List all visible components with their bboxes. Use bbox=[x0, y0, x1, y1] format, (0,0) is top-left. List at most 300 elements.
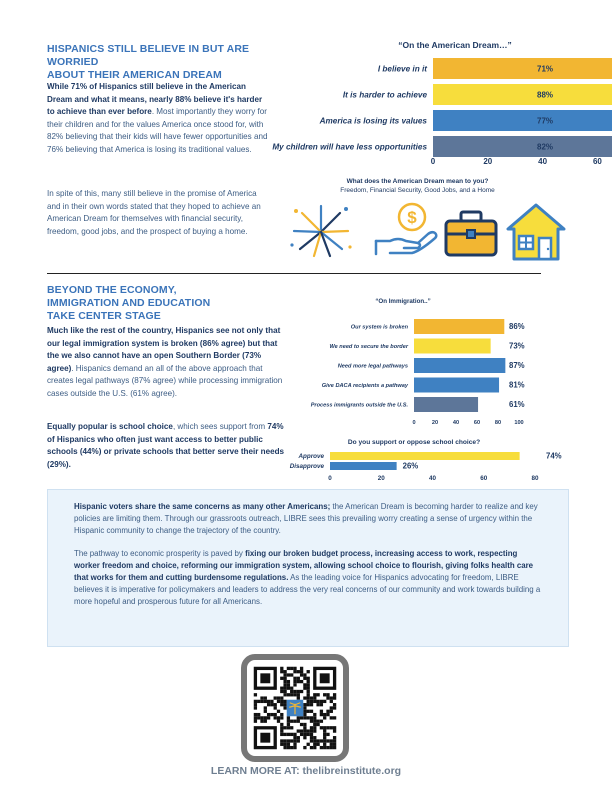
qr-module bbox=[290, 720, 293, 723]
qr-module bbox=[307, 700, 310, 703]
qr-module bbox=[280, 726, 283, 729]
qr-module bbox=[316, 703, 319, 706]
qr-module bbox=[310, 736, 313, 739]
qr-module bbox=[280, 716, 283, 719]
section2-para1-rest: . Hispanics demand an all of the above approach that creates legal pathways (87% agree) while processing immigration cases outside the U.S. (61% agree). bbox=[47, 363, 283, 398]
qr-module bbox=[267, 713, 270, 716]
qr-module bbox=[267, 716, 270, 719]
qr-module bbox=[277, 696, 280, 699]
callout-p2-a: The pathway to economic prosperity is paved by bbox=[74, 549, 246, 559]
qr-module bbox=[323, 693, 326, 696]
chart-tick-label: 0 bbox=[412, 420, 416, 426]
chart-tick-label: 0 bbox=[430, 157, 436, 166]
qr-module bbox=[330, 696, 333, 699]
qr-module bbox=[264, 706, 267, 709]
qr-module bbox=[297, 729, 300, 732]
qr-module bbox=[307, 687, 310, 690]
qr-module bbox=[333, 743, 336, 746]
section1-para2: In spite of this, many still believe in the promise of America and in their own words stated that they hoped to achieve an American Dream for themselves with financial security, freedom, good jobs, and the prospect of buying a home. bbox=[47, 189, 261, 236]
qr-module bbox=[280, 733, 283, 736]
qr-module bbox=[264, 696, 267, 699]
qr-module bbox=[287, 683, 290, 686]
qr-module bbox=[280, 713, 283, 716]
chart-bar bbox=[330, 452, 520, 460]
chart-tick-label: 20 bbox=[377, 475, 385, 482]
section1-heading-line1: HISPANICS STILL BELIEVE IN BUT ARE WORRIED bbox=[47, 43, 250, 68]
qr-module bbox=[293, 667, 296, 670]
chart-tick-label: 20 bbox=[431, 420, 439, 426]
qr-module bbox=[320, 713, 323, 716]
qr-module bbox=[323, 743, 326, 746]
section-divider bbox=[47, 273, 541, 274]
qr-module bbox=[330, 746, 333, 749]
qr-module bbox=[333, 729, 336, 732]
fireworks-icon bbox=[286, 201, 356, 261]
qr-module bbox=[333, 693, 336, 696]
qr-module bbox=[260, 720, 263, 723]
qr-module bbox=[313, 743, 316, 746]
chart-category-label: I believe in it bbox=[377, 64, 427, 74]
qr-module bbox=[280, 696, 283, 699]
callout-box bbox=[47, 489, 569, 647]
qr-module bbox=[280, 723, 283, 726]
qr-module bbox=[320, 703, 323, 706]
qr-module bbox=[280, 743, 283, 746]
chart-tick-label: 100 bbox=[514, 420, 524, 426]
footer-link[interactable]: LEARN MORE AT: thelibreinstitute.org bbox=[210, 765, 402, 777]
chart-data-label: 26% bbox=[402, 461, 419, 471]
qr-module bbox=[290, 733, 293, 736]
qr-module bbox=[290, 739, 293, 742]
qr-module bbox=[297, 690, 300, 693]
qr-module bbox=[303, 703, 306, 706]
qr-module bbox=[310, 739, 313, 742]
qr-module bbox=[307, 670, 310, 673]
chart-bar bbox=[414, 397, 478, 412]
qr-module bbox=[320, 720, 323, 723]
chart-data-label: 88% bbox=[537, 90, 554, 100]
qr-module bbox=[313, 716, 316, 719]
qr-module bbox=[303, 733, 306, 736]
qr-module bbox=[330, 739, 333, 742]
section1-heading-line2: ABOUT THEIR AMERICAN DREAM bbox=[47, 69, 222, 81]
qr-module bbox=[323, 746, 326, 749]
section2-heading bbox=[47, 284, 277, 323]
chart-category-label: Disapprove bbox=[289, 463, 324, 471]
qr-module bbox=[303, 716, 306, 719]
qr-module bbox=[280, 739, 283, 742]
qr-module bbox=[287, 693, 290, 696]
section1-paragraph1 bbox=[47, 81, 269, 157]
qr-module bbox=[280, 687, 283, 690]
qr-module bbox=[270, 700, 273, 703]
qr-module bbox=[300, 733, 303, 736]
qr-module bbox=[307, 693, 310, 696]
qr-module bbox=[313, 723, 316, 726]
chart-category-label: America is losing its values bbox=[319, 116, 427, 126]
qr-module bbox=[307, 680, 310, 683]
qr-module bbox=[283, 726, 286, 729]
chart-data-label: 61% bbox=[509, 400, 525, 410]
qr-module bbox=[303, 687, 306, 690]
chart-tick-label: 20 bbox=[483, 157, 493, 166]
qr-module bbox=[297, 720, 300, 723]
qr-module bbox=[283, 700, 286, 703]
qr-module bbox=[333, 716, 336, 719]
qr-module bbox=[310, 700, 313, 703]
qr-module bbox=[326, 739, 329, 742]
qr-module bbox=[293, 680, 296, 683]
qr-module bbox=[307, 710, 310, 713]
qr-module bbox=[267, 700, 270, 703]
qr-module bbox=[310, 716, 313, 719]
qr-module bbox=[323, 700, 326, 703]
qr-module bbox=[277, 710, 280, 713]
qr-module bbox=[283, 687, 286, 690]
qr-module bbox=[310, 720, 313, 723]
chart-category-label: Give DACA recipients a pathway bbox=[321, 382, 408, 389]
qr-module bbox=[333, 706, 336, 709]
qr-module bbox=[290, 687, 293, 690]
chart-category-label: Need more legal pathways bbox=[337, 363, 408, 370]
qr-module bbox=[330, 726, 333, 729]
qr-module bbox=[280, 703, 283, 706]
qr-module bbox=[320, 710, 323, 713]
qr-module bbox=[283, 677, 286, 680]
chart-data-label: 87% bbox=[509, 361, 525, 371]
qr-module bbox=[310, 710, 313, 713]
qr-module bbox=[303, 677, 306, 680]
qr-module bbox=[257, 700, 260, 703]
qr-module bbox=[277, 716, 280, 719]
qr-module bbox=[297, 677, 300, 680]
qr-module bbox=[307, 743, 310, 746]
qr-module bbox=[303, 696, 306, 699]
section2-heading-line2: IMMIGRATION AND EDUCATION bbox=[47, 297, 211, 309]
callout-paragraph1 bbox=[74, 501, 542, 536]
chart-data-label: 81% bbox=[509, 380, 525, 390]
qr-module bbox=[267, 703, 270, 706]
qr-module bbox=[277, 700, 280, 703]
qr-module bbox=[254, 703, 257, 706]
qr-module bbox=[310, 746, 313, 749]
dream-meaning-block bbox=[290, 178, 545, 194]
briefcase-icon bbox=[443, 209, 499, 259]
qr-module bbox=[283, 706, 286, 709]
qr-module bbox=[283, 670, 286, 673]
qr-module bbox=[287, 733, 290, 736]
qr-module bbox=[320, 739, 323, 742]
qr-module bbox=[297, 739, 300, 742]
qr-module bbox=[297, 696, 300, 699]
qr-finder-core bbox=[260, 733, 270, 743]
qr-module bbox=[280, 700, 283, 703]
dream-answer: Freedom, Financial Security, Good Jobs, and a Home bbox=[340, 187, 495, 194]
qr-module bbox=[326, 733, 329, 736]
qr-module bbox=[260, 700, 263, 703]
qr-module bbox=[290, 746, 293, 749]
qr-module bbox=[307, 729, 310, 732]
qr-module bbox=[307, 690, 310, 693]
chart-bar bbox=[433, 136, 612, 157]
callout-p2-rest: As the leading voice for Hispanics advocating for freedom, LIBRE believes it is imperative for policymakers and leaders to address the very real concerns of our community and work towards building a more hopeful and prosperous future for all Americans. bbox=[74, 572, 541, 606]
qr-module bbox=[323, 729, 326, 732]
qr-module bbox=[326, 746, 329, 749]
chart-bar bbox=[414, 378, 499, 393]
qr-module bbox=[326, 713, 329, 716]
qr-module bbox=[283, 673, 286, 676]
qr-module bbox=[287, 723, 290, 726]
section1-para1-bold: While 71% of Hispanics still believe in the American Dream and what it means, nearly 88% believe it's harder to achieve than ever before bbox=[47, 82, 263, 117]
qr-module bbox=[264, 720, 267, 723]
qr-module bbox=[287, 720, 290, 723]
chart-category-label: It is harder to achieve bbox=[342, 90, 427, 100]
qr-module bbox=[300, 729, 303, 732]
qr-module bbox=[254, 720, 257, 723]
qr-module bbox=[310, 729, 313, 732]
qr-module bbox=[287, 716, 290, 719]
chart-bar bbox=[414, 339, 491, 354]
chart-tick-label: 40 bbox=[452, 420, 460, 426]
qr-module bbox=[293, 693, 296, 696]
qr-module bbox=[290, 726, 293, 729]
qr-module bbox=[274, 703, 277, 706]
qr-module bbox=[300, 680, 303, 683]
chart-tick-label: 40 bbox=[428, 475, 437, 482]
qr-module bbox=[313, 729, 316, 732]
qr-module bbox=[333, 746, 336, 749]
dream-question: What does the American Dream mean to you? bbox=[346, 178, 489, 185]
qr-module bbox=[303, 683, 306, 686]
qr-module bbox=[254, 693, 257, 696]
qr-module bbox=[277, 720, 280, 723]
qr-module bbox=[274, 713, 277, 716]
chart-bar bbox=[414, 358, 505, 373]
qr-module bbox=[287, 739, 290, 742]
school-choice-chart bbox=[282, 434, 582, 490]
qr-module bbox=[287, 743, 290, 746]
qr-module bbox=[316, 739, 319, 742]
qr-module bbox=[303, 726, 306, 729]
section2-para2-bold-a: Equally popular is school choice bbox=[47, 422, 173, 431]
qr-module bbox=[333, 703, 336, 706]
qr-module bbox=[297, 693, 300, 696]
qr-module bbox=[264, 700, 267, 703]
qr-module bbox=[303, 746, 306, 749]
chart-bar bbox=[330, 462, 397, 470]
qr-finder-core bbox=[260, 673, 270, 683]
section1-heading bbox=[47, 43, 297, 82]
section2-para2-bold-b: 74% of Hispanics who often just want access to better public schools (44%) or private schools that better serve their needs (29%). bbox=[47, 422, 285, 469]
qr-module bbox=[274, 706, 277, 709]
qr-module bbox=[260, 696, 263, 699]
chart-title: “On Immigration..” bbox=[375, 298, 431, 305]
qr-module bbox=[297, 716, 300, 719]
callout-p2-bold: fixing our broken budget process, increasing access to work, respecting worker freedom and choice, reforming our immigration system, allowing school choice to flourish, giving folks health care that works for them and cutting burdensome regulations. bbox=[74, 549, 534, 582]
qr-module bbox=[270, 703, 273, 706]
qr-module bbox=[293, 743, 296, 746]
qr-module bbox=[283, 733, 286, 736]
qr-module bbox=[287, 667, 290, 670]
chart-category-label: My children will have less opportunities bbox=[272, 142, 427, 152]
qr-module bbox=[293, 746, 296, 749]
qr-module bbox=[303, 729, 306, 732]
chart-data-label: 74% bbox=[546, 451, 562, 461]
qr-module bbox=[254, 700, 257, 703]
qr-module bbox=[330, 710, 333, 713]
qr-code-frame bbox=[241, 654, 349, 762]
chart-category-label: Process immigrants outside the U.S. bbox=[310, 402, 408, 409]
qr-module bbox=[333, 696, 336, 699]
section2-para2-rest-a: , which sees support from bbox=[172, 422, 268, 431]
section1-paragraph2 bbox=[47, 188, 269, 238]
qr-module bbox=[290, 667, 293, 670]
qr-module bbox=[310, 733, 313, 736]
chart-tick-label: 80 bbox=[531, 475, 539, 482]
qr-module bbox=[297, 680, 300, 683]
chart-bar bbox=[433, 58, 612, 79]
qr-module bbox=[283, 680, 286, 683]
qr-module bbox=[303, 713, 306, 716]
qr-module bbox=[323, 713, 326, 716]
chart-data-label: 73% bbox=[509, 341, 525, 351]
qr-module bbox=[274, 696, 277, 699]
qr-module bbox=[330, 706, 333, 709]
qr-module bbox=[254, 716, 257, 719]
qr-module bbox=[257, 716, 260, 719]
american-dream-chart bbox=[262, 36, 602, 174]
money-hand-icon bbox=[372, 201, 444, 259]
qr-module bbox=[307, 733, 310, 736]
qr-module bbox=[323, 726, 326, 729]
chart-title: “On the American Dream…” bbox=[398, 40, 512, 50]
qr-module bbox=[310, 726, 313, 729]
qr-module bbox=[287, 746, 290, 749]
qr-module bbox=[257, 713, 260, 716]
qr-module bbox=[293, 739, 296, 742]
chart-title: Do you support or oppose school choice? bbox=[347, 439, 481, 446]
qr-module bbox=[313, 700, 316, 703]
chart-data-label: 71% bbox=[537, 64, 554, 74]
qr-module bbox=[300, 670, 303, 673]
qr-module bbox=[300, 667, 303, 670]
qr-module bbox=[264, 710, 267, 713]
qr-module bbox=[287, 687, 290, 690]
qr-module bbox=[290, 673, 293, 676]
chart-bar bbox=[414, 319, 504, 334]
qr-module bbox=[323, 739, 326, 742]
qr-module bbox=[333, 726, 336, 729]
qr-module bbox=[316, 723, 319, 726]
qr-module bbox=[283, 690, 286, 693]
qr-module bbox=[330, 700, 333, 703]
qr-module bbox=[307, 696, 310, 699]
immigration-chart bbox=[290, 292, 580, 430]
qr-module bbox=[310, 703, 313, 706]
qr-module bbox=[330, 743, 333, 746]
svg-text:$: $ bbox=[407, 208, 417, 227]
qr-module bbox=[264, 716, 267, 719]
qr-module bbox=[310, 696, 313, 699]
qr-module bbox=[333, 736, 336, 739]
chart-data-label: 77% bbox=[537, 116, 554, 126]
qr-module bbox=[316, 693, 319, 696]
qr-module bbox=[297, 736, 300, 739]
qr-module bbox=[293, 683, 296, 686]
qr-module bbox=[260, 716, 263, 719]
qr-module bbox=[320, 746, 323, 749]
qr-module bbox=[320, 726, 323, 729]
qr-module bbox=[313, 720, 316, 723]
qr-module bbox=[274, 716, 277, 719]
qr-module bbox=[300, 690, 303, 693]
qr-module bbox=[303, 706, 306, 709]
qr-module bbox=[283, 746, 286, 749]
qr-module bbox=[313, 739, 316, 742]
section2-heading-line1: BEYOND THE ECONOMY, bbox=[47, 284, 177, 296]
qr-module bbox=[297, 670, 300, 673]
qr-module bbox=[254, 713, 257, 716]
qr-module bbox=[333, 739, 336, 742]
qr-module bbox=[270, 713, 273, 716]
chart-tick-label: 60 bbox=[592, 157, 602, 166]
chart-tick-label: 60 bbox=[473, 420, 481, 426]
qr-module bbox=[316, 743, 319, 746]
qr-module bbox=[313, 726, 316, 729]
callout-p1-rest: the American Dream is becoming harder to realize and key policies are limiting them. Through our grassroots outreach, LIBRE sees this prevailing worry creating a sense of urgency within the Hispanic community to change the trajectory of the country. bbox=[74, 502, 538, 535]
callout-p1-bold: Hispanic voters share the same concerns as many other Americans; bbox=[74, 502, 331, 511]
qr-module bbox=[303, 673, 306, 676]
chart-data-label: 86% bbox=[509, 322, 525, 332]
chart-tick-label: 60 bbox=[480, 475, 488, 482]
chart-tick-label: 80 bbox=[494, 420, 502, 426]
qr-module bbox=[316, 700, 319, 703]
qr-module bbox=[300, 716, 303, 719]
qr-module bbox=[326, 693, 329, 696]
house-icon bbox=[505, 202, 567, 262]
chart-bar bbox=[433, 84, 612, 105]
chart-tick-label: 40 bbox=[538, 157, 548, 166]
chart-category-label: Our system is broken bbox=[350, 324, 408, 331]
qr-module bbox=[323, 736, 326, 739]
qr-module bbox=[280, 670, 283, 673]
qr-module bbox=[280, 667, 283, 670]
qr-code[interactable] bbox=[247, 660, 343, 756]
qr-module bbox=[293, 733, 296, 736]
section2-paragraph1 bbox=[47, 325, 285, 401]
qr-module bbox=[313, 713, 316, 716]
qr-module bbox=[307, 716, 310, 719]
qr-module bbox=[326, 726, 329, 729]
section1-para1-rest: . Most importantly they worry for their children and for the values America once stood for, with 82% believing that their kids will have fewer opportunities and 76% believing that America is losing its traditional values. bbox=[47, 107, 268, 154]
chart-tick-label: 0 bbox=[328, 475, 332, 482]
qr-module bbox=[283, 683, 286, 686]
qr-module bbox=[280, 690, 283, 693]
qr-module bbox=[313, 693, 316, 696]
qr-module bbox=[293, 690, 296, 693]
qr-module bbox=[283, 703, 286, 706]
qr-module bbox=[307, 703, 310, 706]
qr-module bbox=[300, 673, 303, 676]
chart-bar bbox=[433, 110, 612, 131]
qr-module bbox=[280, 729, 283, 732]
qr-finder-core bbox=[320, 673, 330, 683]
qr-module bbox=[293, 720, 296, 723]
qr-module bbox=[303, 723, 306, 726]
qr-module bbox=[326, 696, 329, 699]
qr-module bbox=[323, 733, 326, 736]
qr-module bbox=[330, 716, 333, 719]
